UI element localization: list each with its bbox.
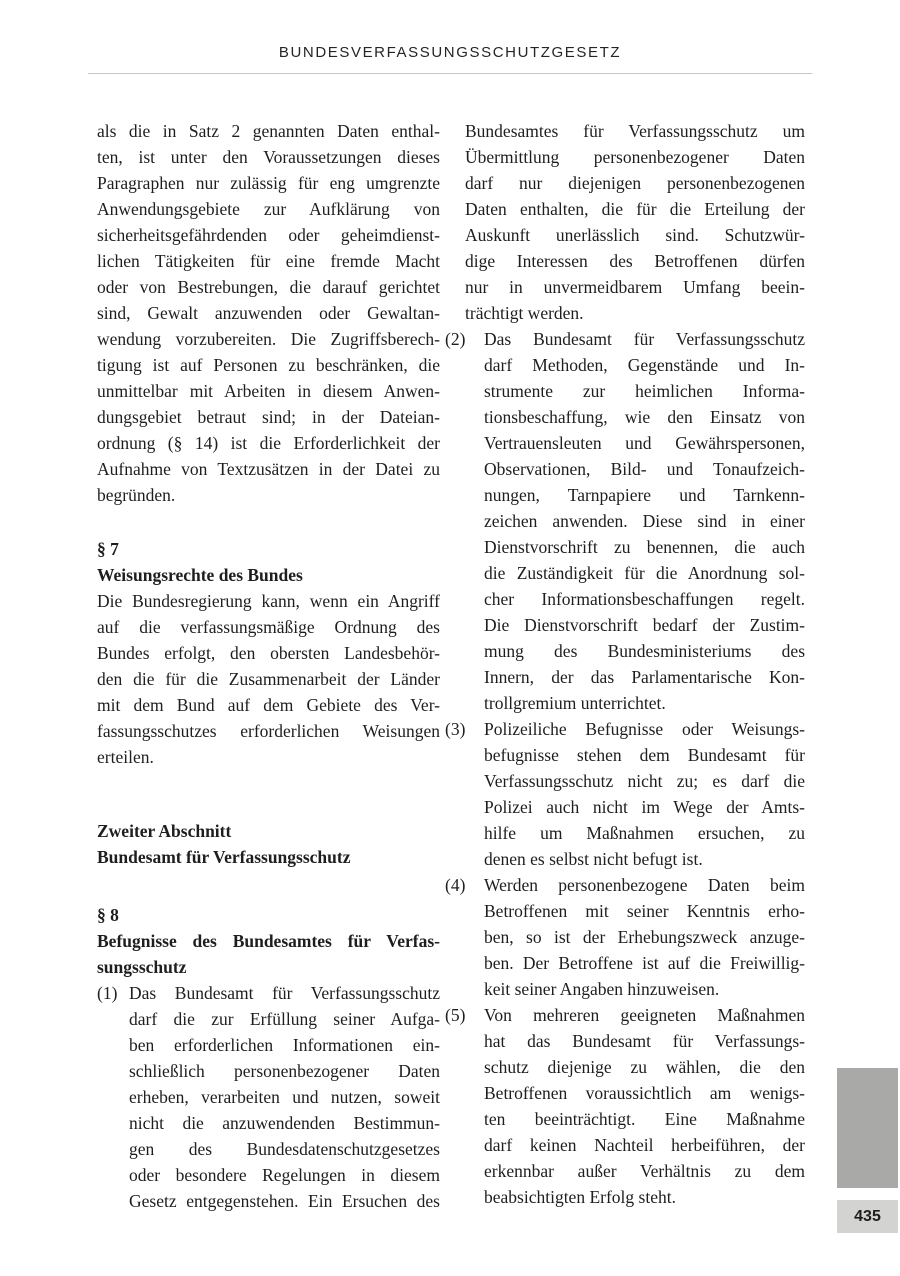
- text-line: hat das Bundesamt für Verfassungs-: [484, 1031, 805, 1051]
- text-line: Anwendungsgebiete zur Aufklärung von: [97, 199, 440, 219]
- section-8: [97, 902, 440, 1214]
- text-line: oder von Bestrebungen, die darauf gerichtet: [97, 277, 440, 297]
- text-line: trächtigt werden.: [465, 303, 584, 323]
- text-line: hilfe um Maßnahmen ersuchen, zu: [484, 823, 805, 843]
- page-header-title: BUNDESVERFASSUNGSSCHUTZGESETZ: [278, 44, 622, 61]
- section-7-number: § 7: [97, 539, 119, 559]
- text-line: erheben, verarbeiten und nutzen, soweit: [129, 1087, 440, 1107]
- text-line: ben. Der Betroffene ist auf die Freiwillig-: [484, 953, 805, 973]
- text-line: Polizei auch nicht im Wege der Amts-: [484, 797, 805, 817]
- text-line: beabsichtigten Erfolg steht.: [484, 1187, 676, 1207]
- text-line: fassungsschutzes erforderlichen Weisungen: [97, 721, 440, 741]
- text-line: Bundes erfolgt, den obersten Landesbehör-: [97, 643, 440, 663]
- continuation-paragraph: [97, 118, 440, 508]
- numbered-item-4: [445, 872, 805, 1002]
- text-line: Paragraphen nur zulässig für eng umgrenzte: [97, 173, 440, 193]
- text-line: auf die verfassungsmäßige Ordnung des: [97, 617, 440, 637]
- text-line: denen es selbst nicht befugt ist.: [484, 849, 703, 869]
- text-line: sind, Gewalt anzuwenden oder Gewaltan-: [97, 303, 440, 323]
- item-2-text: [484, 326, 805, 716]
- text-line: die Zuständigkeit für die Anordnung sol-: [484, 563, 805, 583]
- text-line: Betroffenen mit seiner Kenntnis erho-: [484, 901, 805, 921]
- text-line: Bundesamtes für Verfassungsschutz um: [465, 121, 805, 141]
- text-line: strumente zur heimlichen Informa-: [484, 381, 805, 401]
- text-line: Polizeiliche Befugnisse oder Weisungs-: [484, 719, 805, 739]
- text-line: oder besondere Regelungen in diesem: [129, 1165, 440, 1185]
- text-line: als die in Satz 2 genannten Daten enthal-: [97, 121, 440, 141]
- text-line: Observationen, Bild- und Tonaufzeich-: [484, 459, 805, 479]
- text-line: ordnung (§ 14) ist die Erforderlichkeit der: [97, 433, 440, 453]
- text-line: dungsgebiet betraut sind; in der Dateian-: [97, 407, 440, 427]
- text-line: ten beeinträchtigt. Eine Maßnahme: [484, 1109, 805, 1129]
- part-heading: [97, 818, 440, 870]
- text-line: tigung ist auf Personen zu beschränken, die: [97, 355, 440, 375]
- text-line: sungsschutz: [97, 957, 187, 977]
- header-rule: [88, 73, 812, 74]
- text-line: darf Methoden, Gegenstände und In-: [484, 355, 805, 375]
- text-line: keit seiner Angaben hinzuweisen.: [484, 979, 720, 999]
- text-line: gen des Bundesdatenschutzgesetzes: [129, 1139, 440, 1159]
- section-7-title: Weisungsrechte des Bundes: [97, 565, 303, 585]
- item-1-marker: (1): [97, 983, 118, 1003]
- text-line: Die Dienstvorschrift bedarf der Zustim-: [484, 615, 805, 635]
- text-line: begründen.: [97, 485, 176, 505]
- text-line: dige Interessen des Betroffenen dürfen: [465, 251, 805, 271]
- text-line: Die Bundesregierung kann, wenn ein Angriff: [97, 591, 440, 611]
- numbered-item-2: [445, 326, 805, 716]
- chapter-thumb-tab: [837, 1068, 898, 1188]
- text-line: Daten enthalten, die für die Erteilung der: [465, 199, 805, 219]
- text-line: Vertrauensleuten und Gewährspersonen,: [484, 433, 805, 453]
- text-line: Übermittlung personenbezogener Daten: [465, 147, 805, 167]
- text-line: Das Bundesamt für Verfassungsschutz: [129, 983, 440, 1003]
- text-line: Auskunft unerlässlich sind. Schutzwür-: [465, 225, 805, 245]
- text-line: darf keinen Nachteil herbeiführen, der: [484, 1135, 805, 1155]
- page-number: 435: [854, 1207, 881, 1225]
- text-line: zeichen anwenden. Diese sind in einer: [484, 511, 805, 531]
- part-heading-line2: Bundesamt für Verfassungsschutz: [97, 847, 351, 867]
- text-line: unmittelbar mit Arbeiten in diesem Anwen-: [97, 381, 440, 401]
- text-line: erteilen.: [97, 747, 154, 767]
- text-line: Verfassungsschutz nicht zu; es darf die: [484, 771, 805, 791]
- text-line: cher Informationsbeschaffungen regelt.: [484, 589, 805, 609]
- left-column: [97, 118, 440, 1214]
- text-line: sicherheitsgefährdenden oder geheimdienst-: [97, 225, 440, 245]
- item-4-marker: (4): [445, 875, 466, 895]
- text-line: wendung vorzubereiten. Die Zugriffsberech-: [97, 329, 440, 349]
- text-line: darf nur diejenigen personenbezogenen: [465, 173, 805, 193]
- page-number-box: [837, 1200, 898, 1233]
- continuation-paragraph-right: [465, 118, 805, 326]
- item-5-text: [484, 1002, 805, 1210]
- text-line: befugnisse stehen dem Bundesamt für: [484, 745, 805, 765]
- item-2-marker: (2): [445, 329, 466, 349]
- text-line: Gesetz entgegenstehen. Ein Ersuchen des: [129, 1191, 440, 1211]
- text-line: Dienstvorschrift zu benennen, die auch: [484, 537, 805, 557]
- text-line: lichen Tätigkeiten für eine fremde Macht: [97, 251, 440, 271]
- text-line: Betroffenen voraussichtlich am wenigs-: [484, 1083, 805, 1103]
- text-line: Innern, der das Parlamentarische Kon-: [484, 667, 805, 687]
- text-line: erkennbar außer Verhältnis zu dem: [484, 1161, 805, 1181]
- item-3-text: [484, 716, 805, 872]
- text-line: ben erforderlichen Informationen ein-: [129, 1035, 440, 1055]
- text-line: ten, ist unter den Voraussetzungen dieses: [97, 147, 440, 167]
- text-line: den die für die Zusammenarbeit der Länder: [97, 669, 440, 689]
- text-line: nur in unvermeidbarem Umfang beein-: [465, 277, 805, 297]
- text-line: schutz diejenige zu wählen, die den: [484, 1057, 805, 1077]
- item-3-marker: (3): [445, 719, 466, 739]
- numbered-item-1: [97, 980, 440, 1214]
- text-line: Werden personenbezogene Daten beim: [484, 875, 805, 895]
- text-line: schließlich personenbezogener Daten: [129, 1061, 440, 1081]
- text-line: nungen, Tarnpapiere und Tarnkenn-: [484, 485, 805, 505]
- section-8-number: § 8: [97, 905, 119, 925]
- numbered-item-3: [445, 716, 805, 872]
- text-line: mit dem Bund auf dem Gebiete des Ver-: [97, 695, 440, 715]
- numbered-item-5: [445, 1002, 805, 1210]
- item-1-text: [129, 980, 440, 1214]
- text-line: Von mehreren geeigneten Maßnahmen: [484, 1005, 805, 1025]
- text-line: Das Bundesamt für Verfassungsschutz: [484, 329, 805, 349]
- text-line: nicht die anzuwendenden Bestimmun-: [129, 1113, 440, 1133]
- text-line: Befugnisse des Bundesamtes für Verfas-: [97, 931, 440, 951]
- text-line: Aufnahme von Textzusätzen in der Datei zu: [97, 459, 440, 479]
- part-heading-line1: Zweiter Abschnitt: [97, 821, 232, 841]
- text-line: tionsbeschaffung, wie den Einsatz von: [484, 407, 805, 427]
- section-7-body: [97, 588, 440, 770]
- section-8-title: [97, 928, 440, 980]
- item-5-marker: (5): [445, 1005, 466, 1025]
- text-line: mung des Bundesministeriums des: [484, 641, 805, 661]
- text-line: trollgremium unterrichtet.: [484, 693, 666, 713]
- right-column: [445, 118, 805, 1210]
- section-7: [97, 536, 440, 770]
- text-line: darf die zur Erfüllung seiner Aufga-: [129, 1009, 440, 1029]
- item-4-text: [484, 872, 805, 1002]
- text-line: ben, so ist der Erhebungszweck anzuge-: [484, 927, 805, 947]
